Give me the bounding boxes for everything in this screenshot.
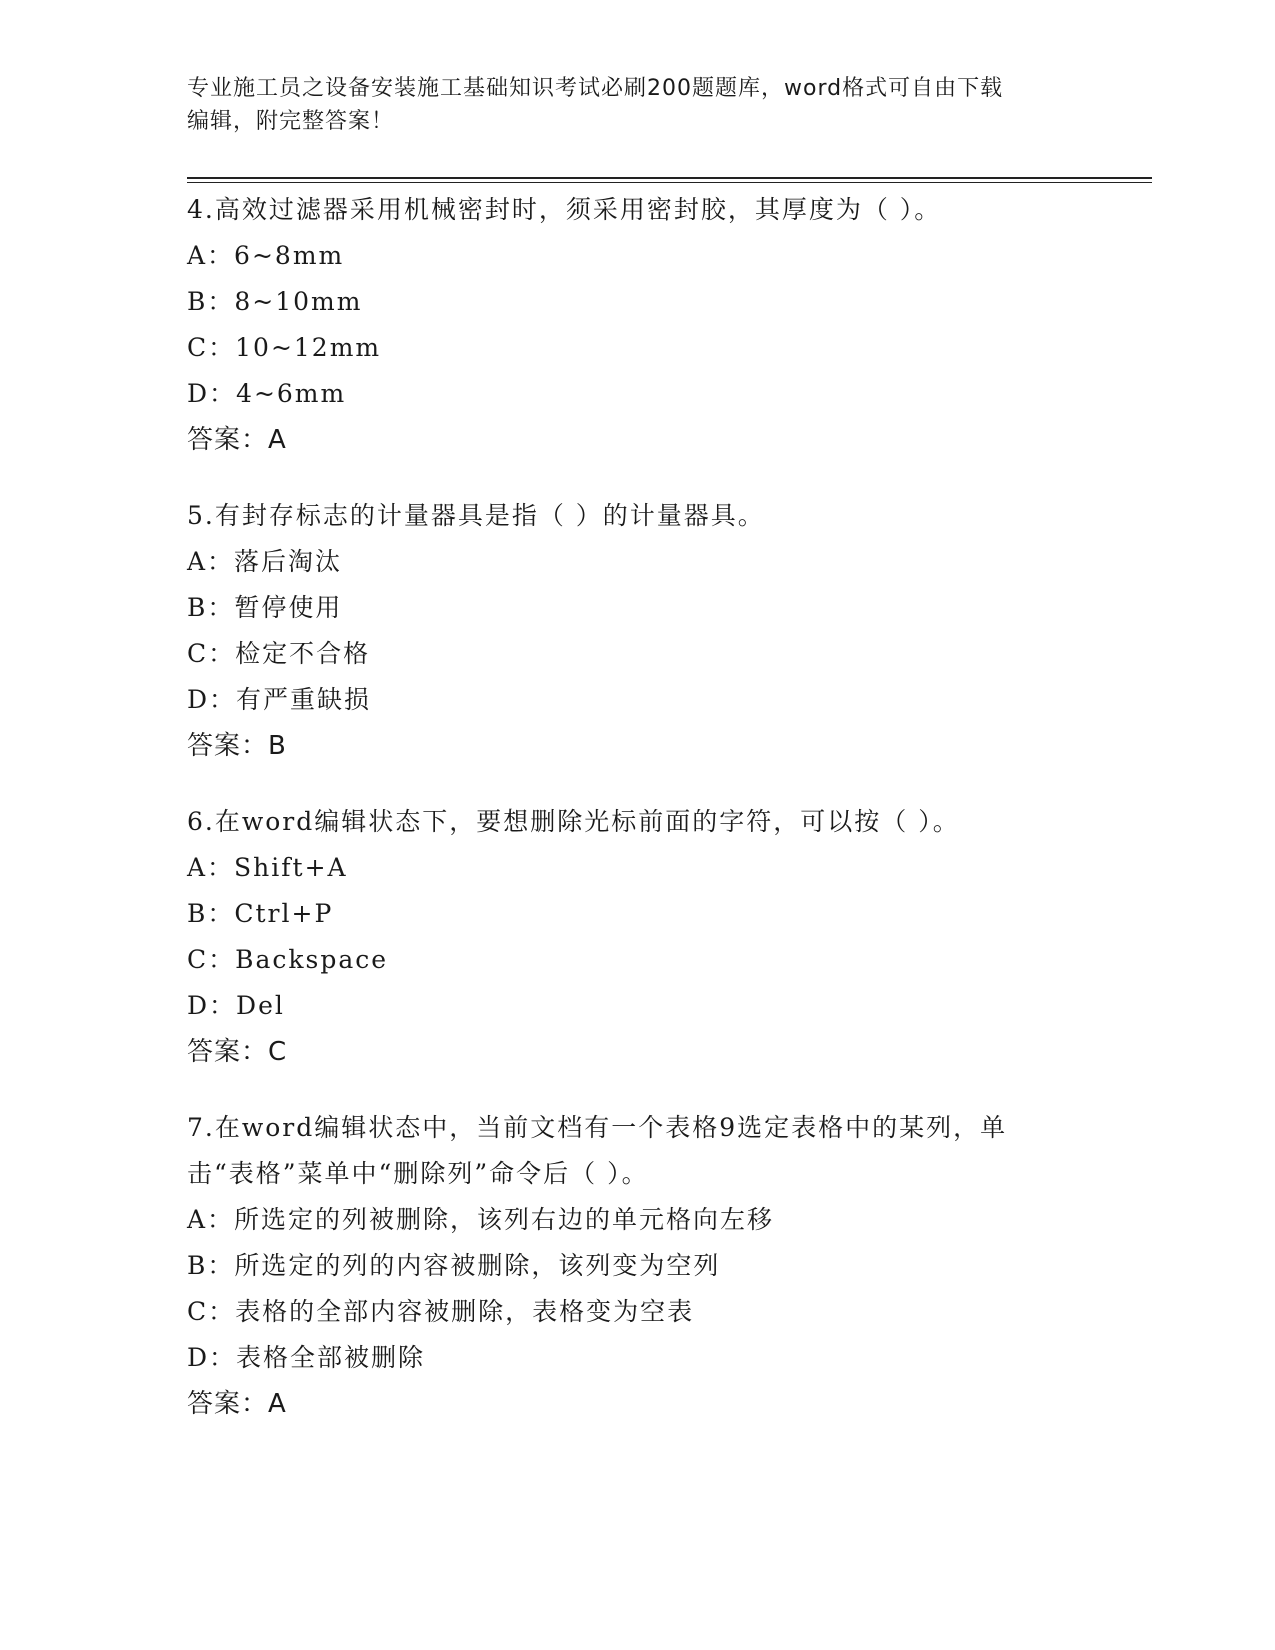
question-5 xyxy=(187,493,1147,769)
option-a: A：6~8mm xyxy=(187,241,345,270)
question-4 xyxy=(187,187,1147,463)
option-c: C：10~12mm xyxy=(187,333,382,362)
option-d: D：4~6mm xyxy=(187,379,347,408)
option-d: D：Del xyxy=(187,991,285,1020)
option-c: C：Backspace xyxy=(187,945,389,974)
document-header xyxy=(187,72,1087,138)
option-a: A：所选定的列被删除，该列右边的单元格向左移 xyxy=(187,1205,775,1234)
option-d: D：表格全部被删除 xyxy=(187,1343,426,1372)
question-stem: 5.有封存标志的计量器具是指（ ）的计量器具。 xyxy=(187,501,765,530)
answer-label: 答案：A xyxy=(187,1389,287,1419)
option-a: A：Shift+A xyxy=(187,853,348,882)
header-line-1: 专业施工员之设备安装施工基础知识考试必刷200题题库，word格式可自由下载 xyxy=(187,76,1004,101)
header-line-2: 编辑，附完整答案！ xyxy=(187,109,395,134)
header-divider-thin xyxy=(187,182,1152,183)
option-a: A：落后淘汰 xyxy=(187,547,343,576)
option-b: B：所选定的列的内容被删除，该列变为空列 xyxy=(187,1251,721,1280)
option-c: C：表格的全部内容被删除，表格变为空表 xyxy=(187,1297,695,1326)
question-stem: 6.在word编辑状态下，要想删除光标前面的字符，可以按（ ）。 xyxy=(187,807,960,836)
option-d: D：有严重缺损 xyxy=(187,685,372,714)
answer-label: 答案：A xyxy=(187,425,287,455)
option-c: C：检定不合格 xyxy=(187,639,371,668)
question-stem-line-1: 7.在word编辑状态中，当前文档有一个表格9选定表格中的某列，单 xyxy=(187,1113,1008,1142)
header-divider-thick xyxy=(187,177,1152,179)
option-b: B：Ctrl+P xyxy=(187,899,334,928)
question-stem-line-2: 击“表格”菜单中“删除列”命令后（ ）。 xyxy=(187,1159,649,1188)
question-6 xyxy=(187,799,1147,1075)
option-b: B：8~10mm xyxy=(187,287,363,316)
question-7 xyxy=(187,1105,1147,1427)
answer-label: 答案：B xyxy=(187,731,287,761)
option-b: B：暂停使用 xyxy=(187,593,343,622)
question-stem: 4.高效过滤器采用机械密封时，须采用密封胶，其厚度为（ ）。 xyxy=(187,195,942,224)
answer-label: 答案：C xyxy=(187,1037,288,1067)
